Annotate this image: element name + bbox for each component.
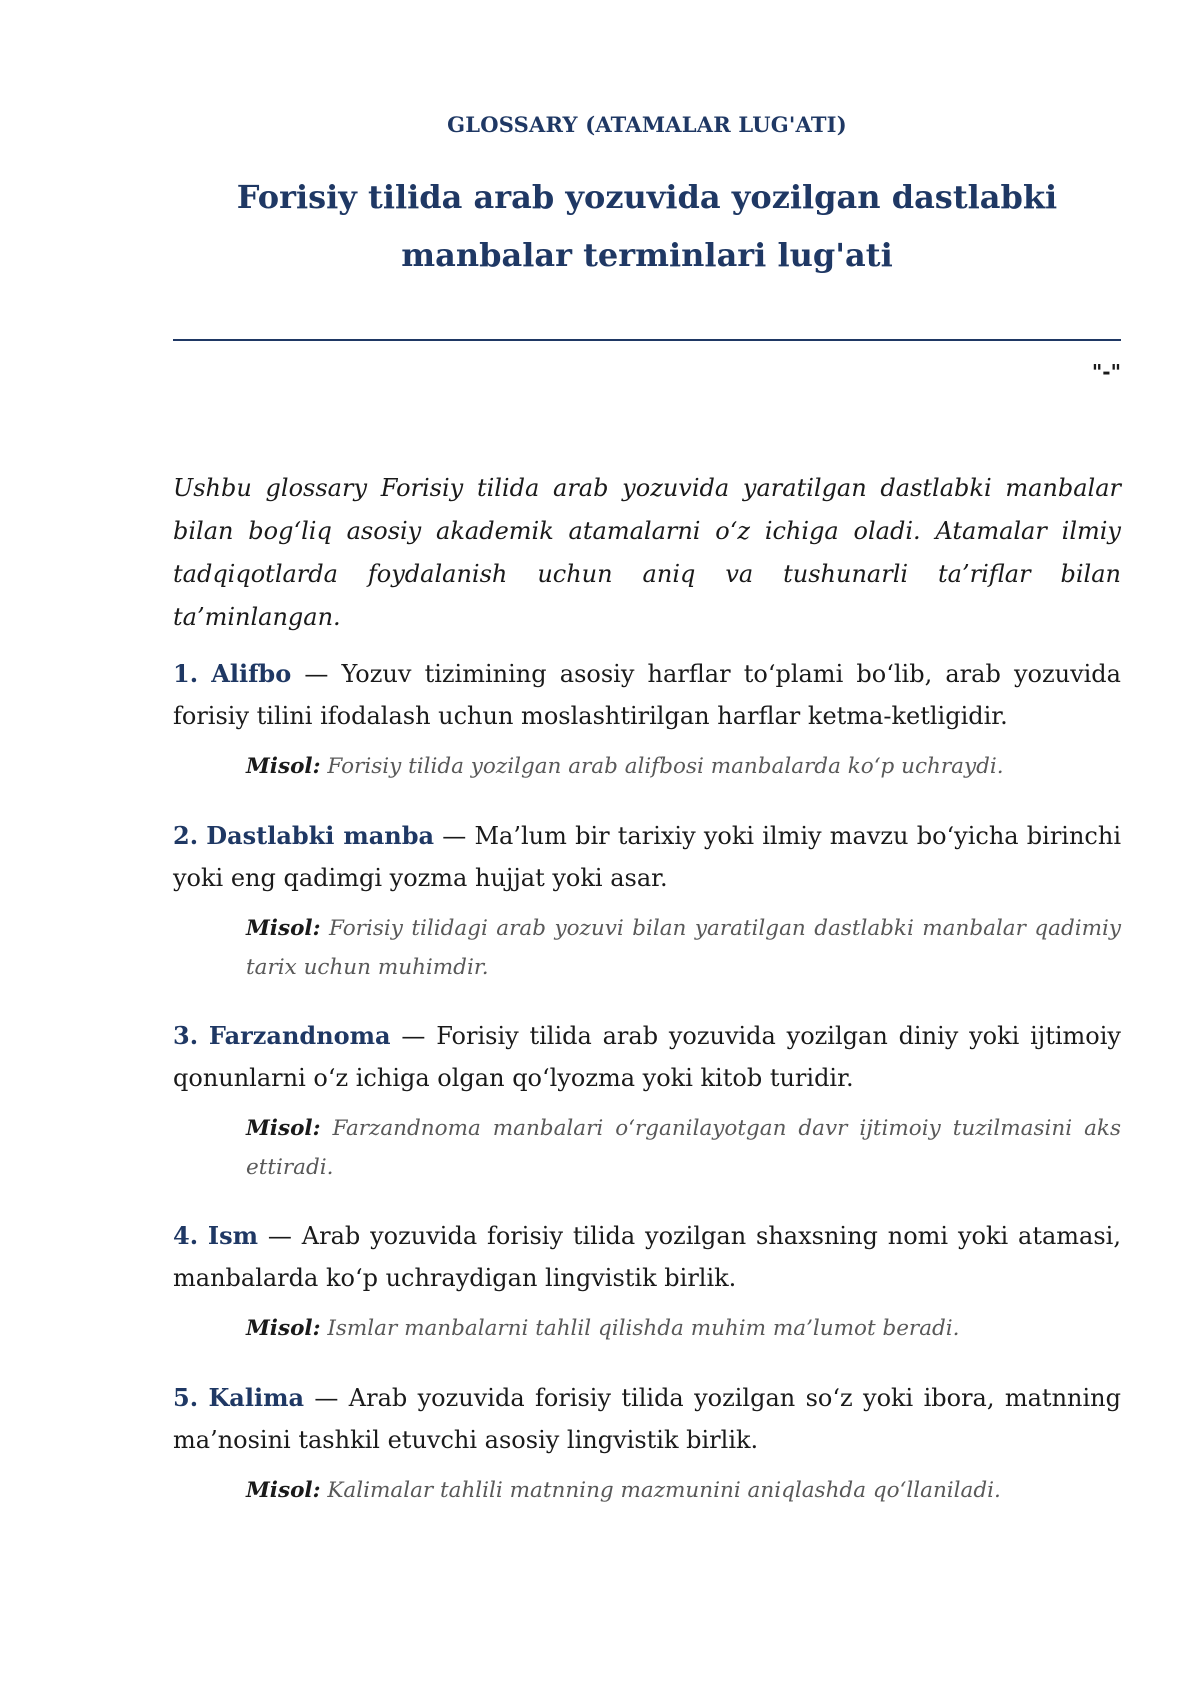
example-text: Kalimalar tahlili matnning mazmunini aniqlashda qo‘llaniladi. xyxy=(327,1478,1001,1503)
glossary-entry xyxy=(173,1015,1121,1187)
intro-paragraph: Ushbu glossary Forisiy tilida arab yozuvida yaratilgan dastlabki manbalar bilan bog‘liq asosiy akademik atamalarni o‘z ichiga oladi. Atamalar ilmiy tadqiqotlarda foydalanish uchun aniq va tushunarli ta’riflar bilan ta’minlangan. xyxy=(173,474,1121,631)
document-title: Forisiy tilida arab yozuvida yozilgan dastlabki manbalar terminlari lug'ati xyxy=(236,178,1058,274)
glossary-entry xyxy=(173,815,1121,987)
entry-number: 4. xyxy=(173,1221,199,1250)
entry-example xyxy=(246,909,1121,987)
entry-dash: — xyxy=(304,660,329,688)
entry-definition-line xyxy=(173,815,1121,899)
entry-number: 1. xyxy=(173,659,199,688)
entry-definition: Forisiy tilida arab yozuvida yozilgan diniy yoki ijtimoiy qonunlarni o‘z ichiga olgan qo‘lyozma yoki kitob turidir. xyxy=(173,1022,1121,1092)
example-text: Farzandnoma manbalari o‘rganilayotgan davr ijtimoiy tuzilmasini aks ettiradi. xyxy=(246,1116,1121,1180)
example-text: Forisiy tilidagi arab yozuvi bilan yaratilgan dastlabki manbalar qadimiy tarix uchun muhimdir. xyxy=(246,916,1121,980)
entry-example xyxy=(246,1309,1121,1348)
example-label: Misol: xyxy=(246,1116,321,1141)
example-label: Misol: xyxy=(246,754,321,779)
entry-term: Ism xyxy=(207,1221,259,1250)
entry-definition: Yozuv tizimining asosiy harflar to‘plami bo‘lib, arab yozuvida forisiy tilini ifodalash uchun moslashtirilgan harflar ketma-ketligidir. xyxy=(173,660,1121,730)
title-divider xyxy=(173,339,1121,341)
entry-definition-line xyxy=(173,1015,1121,1099)
example-text: Ismlar manbalarni tahlil qilishda muhim ma’lumot beradi. xyxy=(327,1316,960,1341)
example-label: Misol: xyxy=(246,1316,321,1341)
section-marker: "-" xyxy=(1091,360,1121,384)
entry-definition: Arab yozuvida forisiy tilida yozilgan so‘z yoki ibora, matnning ma’nosini tashkil etuvchi asosiy lingvistik birlik. xyxy=(173,1384,1121,1454)
entry-definition: Ma’lum bir tarixiy yoki ilmiy mavzu bo‘yicha birinchi yoki eng qadimgi yozma hujjat yoki asar. xyxy=(173,822,1121,892)
entry-definition-line xyxy=(173,1377,1121,1461)
entry-term: Alifbo xyxy=(211,659,292,688)
glossary-entry xyxy=(173,1377,1121,1510)
entry-example xyxy=(246,1471,1121,1510)
entry-term: Kalima xyxy=(208,1383,305,1412)
entry-number: 3. xyxy=(173,1021,199,1050)
entry-example xyxy=(246,1109,1121,1187)
example-text: Forisiy tilida yozilgan arab alifbosi manbalarda ko‘p uchraydi. xyxy=(327,754,1004,779)
entry-definition-line xyxy=(173,653,1121,737)
entry-dash: — xyxy=(267,1222,292,1250)
example-label: Misol: xyxy=(246,916,321,941)
entry-number: 2. xyxy=(173,821,199,850)
entry-definition: Arab yozuvida forisiy tilida yozilgan shaxsning nomi yoki atamasi, manbalarda ko‘p uchraydigan lingvistik birlik. xyxy=(173,1222,1121,1292)
entry-example xyxy=(246,747,1121,786)
glossary-entry xyxy=(173,653,1121,786)
entry-dash: — xyxy=(401,1022,426,1050)
example-label: Misol: xyxy=(246,1478,321,1503)
entry-number: 5. xyxy=(173,1383,199,1412)
entry-definition-line xyxy=(173,1215,1121,1299)
glossary-entry xyxy=(173,1215,1121,1348)
entry-term: Farzandnoma xyxy=(208,1021,391,1050)
document-subtitle: GLOSSARY (ATAMALAR LUG'ATI) xyxy=(447,112,847,137)
entry-dash: — xyxy=(442,822,467,850)
entry-term: Dastlabki manba xyxy=(206,821,435,850)
entry-dash: — xyxy=(314,1384,339,1412)
